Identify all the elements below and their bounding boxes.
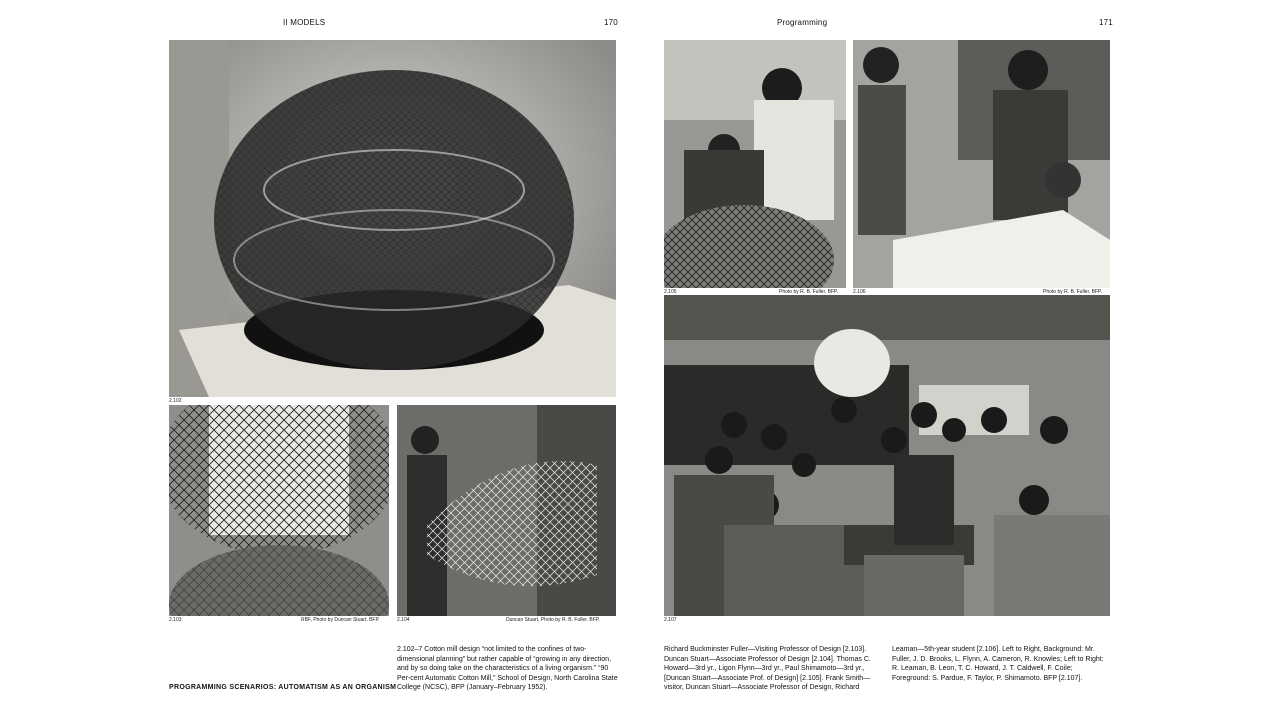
figure-label-2107: 2.107 xyxy=(664,617,677,623)
photo-students-with-dome xyxy=(664,40,846,288)
section-label: II MODELS xyxy=(283,18,326,27)
left-page-number: 170 xyxy=(604,18,618,27)
figure-label-2106: 2.106 xyxy=(853,289,866,295)
caption-column-1 xyxy=(397,645,619,693)
figure-label-2103: 2.103 xyxy=(169,617,182,623)
photo-group-seminar xyxy=(664,295,1110,616)
caption-column-2: Richard Buckminster Fuller—Visiting Professor of Design [2.103]. Duncan Stuart—Associate Professor of Design [2.104]. Thomas C. Howard—3rd yr., Ligon Flynn—3rd yr., Paul Shimamoto—3rd yr., [Duncan Stuart—Associate Prof. of Design] [2.105]. Frank Smith—visitor, Duncan Stuart—Associate Professor of Design, Richard xyxy=(664,646,871,692)
caption-text-1: Cotton mill design “not limited to the confines of two-dimensional planning” but rather capable of “growing in any direction, and by so doing take on the characteristics of a living organism.” “90 Per-cent Automatic Cotton Mill,” School of Design, North Carolina State College (NCSC), BFP (January–February 1952). xyxy=(397,646,618,692)
caption-ref: 2.102–7 xyxy=(397,646,423,653)
figure-credit-2103: RBF, Photo by Duncan Stuart. BFP. xyxy=(301,617,380,623)
figure-label-2105: 2.105 xyxy=(664,289,677,295)
figure-credit-2106: Photo by R. B. Fuller. BFP. xyxy=(1043,289,1103,295)
figure-credit-2104: Duncan Stuart, Photo by R. B. Fuller. BFP. xyxy=(506,617,600,623)
section-footer-title: PROGRAMMING SCENARIOS: AUTOMATISM AS AN ORGANISM xyxy=(169,684,397,691)
figure-credit-2105: Photo by R. B. Fuller. BFP. xyxy=(779,289,839,295)
right-section-title: Programming xyxy=(777,18,828,27)
photo-sphere-grid xyxy=(169,405,389,616)
right-page-number: 171 xyxy=(1099,18,1113,27)
caption-column-3: Leaman—5th-year student [2.106]. Left to Right, Background: Mr. Fuller, J. D. Brooks, L. Flynn, A. Cameron, R. Knowles; Left to Right: R. Leaman, B. Leon, T. C. Howard, J. T. Caldwell, F. Coile; Foreground: S. Pardue, F. Taylor, P. Shimamoto. BFP [2.107]. xyxy=(892,646,1104,682)
photo-dome-model xyxy=(169,40,616,397)
figure-label-2104: 2.104 xyxy=(397,617,410,623)
figure-label-2102: 2.102 xyxy=(169,398,182,404)
photo-man-with-frame xyxy=(397,405,616,616)
photo-students-drafting xyxy=(853,40,1110,288)
